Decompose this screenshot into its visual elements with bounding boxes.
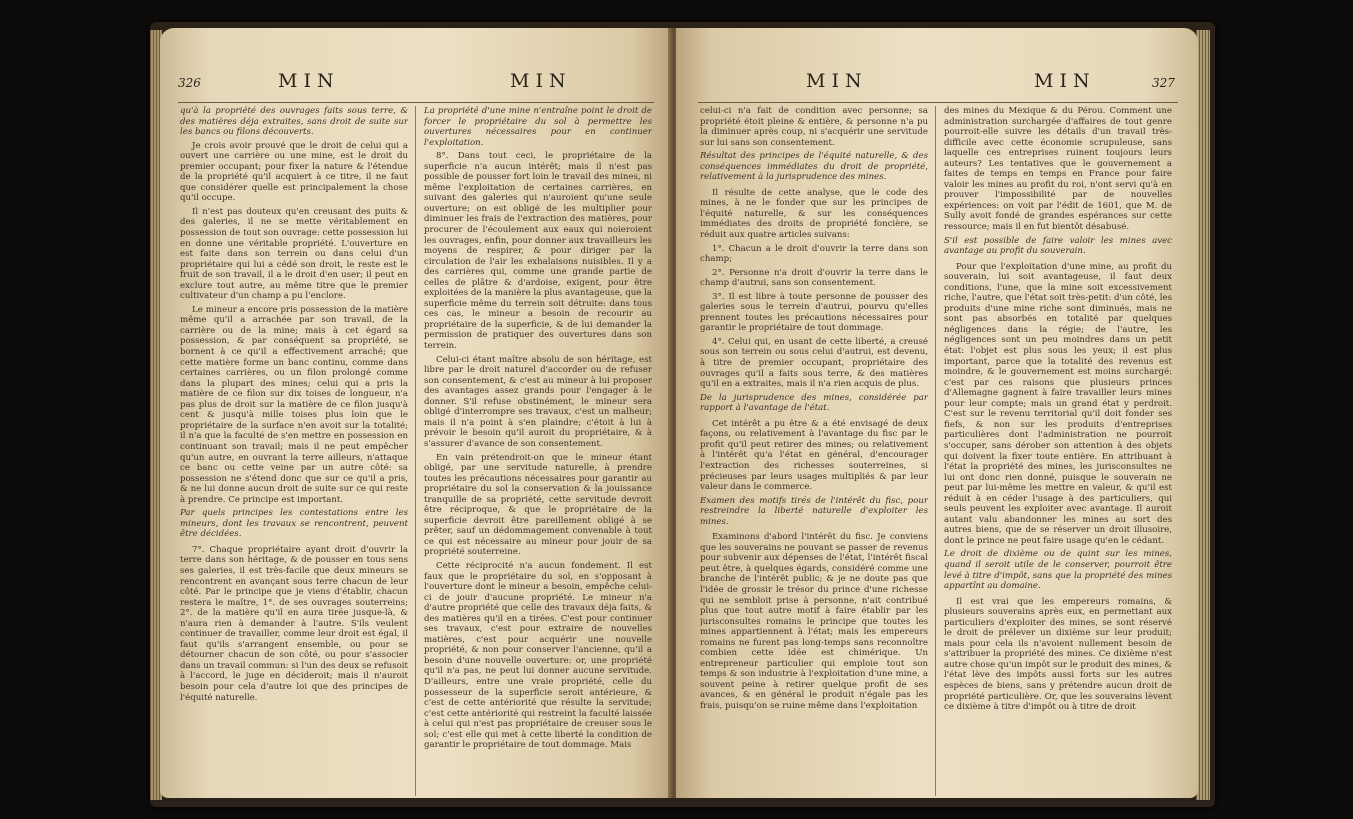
paragraph: Examinons d'abord l'intérêt du fisc. Je conviens que les souverains ne pouvant se passer de revenus pour subvenir aux dépenses de l'état, l'intérêt fiscal peut être, à quelques égards, considéré comme une branche de l'intérêt public; & je ne doute pas que l'idée de grossir le trésor du prince d'une richesse qui ne sembloit prise à personne, n'ait contribué plus que tout autre motif à faire établir par les jurisconsultes romains le principe que toutes les mines appartiennent à l'état; mais les empereurs romains ne furent pas long-temps sans reconnoître combien cette idée est chimérique. Un entrepreneur particulier qui emploie tout son temps & son industrie à l'exploitation d'une mine, a souvent peine à retirer quelque profit de ses avances, & en général le produit n'égale pas les frais, puisqu'on se ruine même dans l'exploitation [700,532,928,711]
left-running-head-2: MIN [510,70,572,92]
paragraph: 8°. Dans tout ceci, le propriétaire de la superficie n'a aucun intérêt; mais il n'est pas possible de pousser fort loin le travail des mines, ni même l'exploitation de certaines carrières, en suivant des galeries qui n'auroient qu'une seule ouverture; on est obligé de les multiplier pour diminuer les frais de l'extraction des matières, pour procurer de l'écoulement aux eaux qui noieroient les ouvrages, enfin, pour donner aux travailleurs les moyens de respirer, & pour diriger par la circulation de l'air les exhalaisons nuisibles. Il y a des carrières qui, comme une grande partie de celles de plâtre & d'ardoise, exigent, pour être exploitées de la manière la plus avantageuse, que la superficie même du terrein soit détruite: dans tous ces cas, le mineur a besoin de recourir au propriétaire de la superficie, & de lui demander la permission de pratiquer des ouvertures dans son terrein. [424,151,652,352]
paragraph: Il résulte de cette analyse, que le code des mines, à ne le fonder que sur les principes de l'équité naturelle, & sur les conséquences immédiates des droits de propriété foncière, se réduit aux quatre articles suivans: [700,187,928,241]
left-page-number: 326 [178,76,201,90]
right-page [676,28,1198,798]
section-heading: Le droit de dixième ou de quint sur les mines, quand il seroit utile de le conserver, pourroit être levé à titre d'impôt, sans que la propriété des mines appartînt au domaine. [944,549,1172,592]
left-column-rule [415,106,416,796]
paragraph: 1°. Chacun a le droit d'ouvrir la terre dans son champ; [700,243,928,265]
paragraph: Celui-ci étant maître absolu de son héritage, est libre par le droit naturel d'accorder ou de refuser son consentement, & c'est au mineur à lui proposer des avantages assez grands pour l'engager à le donner. S'il refuse obstinément, le mineur sera obligé d'interrompre ses travaux, c'est un malheur; mais il n'a point à s'en plaindre; c'étoit à lui à prévoir le besoin qu'il auroit du propriétaire, & à s'assurer d'avance de son consentement. [424,354,652,449]
paragraph: Cette réciprocité n'a aucun fondement. Il est faux que le propriétaire du sol, en s'opposant à l'ouverture dont le mineur a besoin, empêche celui-ci de jouir d'aucune propriété. Le mineur n'a d'autre propriété que celle des travaux déja faits, & des matières qu'il en a tirées. C'est pour continuer ses travaux, c'est pour extraire de nouvelles matières, c'est pour acquérir une nouvelle propriété, & non pour conserver l'ancienne, qu'il a besoin d'une nouvelle ouverture: or, une propriété qu'il n'a pas, ne peut lui donner aucune servitude. D'ailleurs, entre une vraie propriété, celle du possesseur de la superficie seroit antérieure, & c'est de cette antériorité que résulte la servitude; c'est cette antériorité qui restreint la faculté laissée à celui qui n'est pas propriétaire de creuser sous le sol; c'est elle qui met à cette liberté la condition de garantir le propriétaire de tout dommage. Mais [424,560,652,751]
left-page [160,28,672,798]
paragraph: des mines du Mexique & du Pérou. Comment une administration surchargée d'affaires de tout genre pourroit-elle suivre les détails d'un travail très-difficile avec cette économie scrupuleuse, sans laquelle ces entreprises ruinent toujours leurs auteurs? Les tentatives que le gouvernement a faites de temps en temps en France pour faire valoir les mines au profit du roi, n'ont servi qu'à en prouver l'impossibilité par de nouvelles expériences: on voit par l'édit de 1601, que M. de Sully avoit fondé de grandes espérances sur cette ressource; mais il en fut bientôt désabusé. [944,106,1172,233]
section-heading: S'il est possible de faire valoir les mines avec avantage au profit du souverain. [944,235,1172,257]
right-column-2 [944,106,1172,796]
right-column-rule [935,106,936,796]
page-edge-right [1196,30,1210,800]
section-heading: Par quels principes les contestations entre les mineurs, dont les travaux se rencontrent, peuvent être décidées. [180,508,408,540]
left-column-1 [180,106,408,796]
paragraph: Il est vrai que les empereurs romains, & plusieurs souverains après eux, en permettant aux particuliers d'exploiter des mines, se sont réservé le droit de prélever un dixième sur leur produit; mais pour cela ils n'avoient nullement besoin de s'attribuer la propriété des mines. Ce dixième n'est autre chose qu'un impôt sur le produit des mines, & l'état lève des impôts aussi forts sur les autres espèces de biens, sans y prétendre aucun droit de propriété particulière. Or, que les souverains lèvent ce dixième à titre d'impôt ou à titre de droit [944,596,1172,713]
section-heading: Résultat des principes de l'équité naturelle, & des conséquences immédiates du droit de propriété, relativement à la jurisprudence des mines. [700,151,928,183]
paragraph: Je crois avoir prouvé que le droit de celui qui a ouvert une carrière ou une mine, est le droit du premier occupant; pour fixer la nature & l'étendue de la propriété qu'il acquiert à ce titre, il ne faut que considérer quelle est principalement la chose qu'il occupe. [180,140,408,204]
left-header-rule [178,102,654,103]
paragraph: celui-ci n'a fait de condition avec personne; sa propriété étoit pleine & entière, & personne n'a pu la diminuer après coup, ni s'acquérir une servitude sur lui sans son consentement. [700,106,928,148]
paragraph: 3°. Il est libre à toute personne de pousser des galeries sous le terrein d'autrui, pourvu qu'elles prennent toutes les précautions nécessaires pour garantir le propriétaire de tout dommage. [700,291,928,334]
section-heading: De la jurisprudence des mines, considérée par rapport à l'avantage de l'état. [700,392,928,414]
paragraph: qu'à la propriété des ouvrages faits sous terre, & des matières déja extraites, sans droit de suite sur les bancs ou filons découverts. [180,106,408,138]
left-column-2 [424,106,652,796]
paragraph: Cet intérêt a pu être & a été envisagé de deux façons, ou relativement à l'avantage du fisc par le profit qu'il peut retirer des mines; ou relativement à l'intérêt qu'a l'état en général, d'encourager l'extraction des richesses souterreines, si précieuses par leurs usages multipliés & par leur valeur dans le commerce. [700,418,928,493]
section-heading: Examen des motifs tirés de l'intérêt du fisc, pour restreindre la liberté naturelle d'exploiter les mines. [700,495,928,527]
section-heading: La propriété d'une mine n'entraîne point le droit de forcer le propriétaire du sol à permettre les ouvertures nécessaires pour en continuer l'exploitation. [424,106,652,148]
right-column-1 [700,106,928,796]
paragraph: 4°. Celui qui, en usant de cette liberté, a creusé sous son terrein ou sous celui d'autrui, est devenu, à titre de premier occupant, propriétaire des ouvrages qu'il a faits sous terre, & des matières qu'il en a extraites, mais il n'a rien acquis de plus. [700,336,928,390]
paragraph: 7°. Chaque propriétaire ayant droit d'ouvrir la terre dans son héritage, & de pousser en tous sens ses galeries, il est très-facile que deux mineurs se rencontrent en avançant sous terre chacun de leur côté. Par le principe que je viens d'établir, chacun restera le maître, 1°. de ses ouvrages souterreins; 2°. de la matière qu'il en aura tirée jusque-là, & n'aura rien à demander à l'autre. S'ils veulent continuer de travailler, comme leur droit est égal, il faut qu'ils s'arrangent ensemble, ou pour se détourner chacun de son côté, ou pour s'associer dans un travail commun: si l'un des deux se refusoit à l'accord, le juge en décideroit; mais il n'auroit besoin pour cela d'autre loi que des principes de l'équité naturelle. [180,544,408,703]
right-page-number: 327 [1152,76,1175,90]
paragraph: Il n'est pas douteux qu'en creusant des puits & des galeries, il ne se mette véritablement en possession de tout son ouvrage: cette possession lui en donne une véritable propriété. L'ouverture en est faite dans son terrein ou dans celui d'un propriétaire qui lui a cédé son droit, le reste est le fruit de son travail, il a le droit d'en user; il peut en exclure tout autre, au même titre que le premier cultivateur d'un champ a pu l'enclore. [180,206,408,302]
paragraph: En vain prétendroit-on que le mineur étant obligé, par une servitude naturelle, à prendre toutes les précautions nécessaires pour garantir au propriétaire du sol la conservation & la jouissance tranquille de sa propriété, cette servitude devroit être réciproque, & que le propriétaire de la superficie devroit être pareillement obligé à se prêter, sauf un dédommagement convenable à tout ce qui est nécessaire au mineur pour jouir de sa propriété souterreine. [424,452,652,558]
right-header-rule [698,102,1178,103]
right-running-head-1: MIN [806,70,868,92]
paragraph: 2°. Personne n'a droit d'ouvrir la terre dans le champ d'autrui, sans son consentement. [700,267,928,289]
left-running-head-1: MIN [278,70,340,92]
right-running-head-2: MIN [1034,70,1096,92]
paragraph: Le mineur a encore pris possession de la matière même qu'il a arrachée par son travail, de la carrière ou de la mine; mais à cet égard sa possession, & par conséquent sa propriété, se bornent à ce qu'il a effectivement arraché; que cette matière forme un banc continu, comme dans certaines carrières, ou un filon prolongé comme dans la plupart des mines; celui qui a pris la matière de ce filon sur dix toises de longueur, n'a pas plus de droit sur la matière de ce filon jusqu'à cent & jusqu'à mille toises plus loin que le propriétaire de la surface n'en avoit sur la totalité; il n'a que la faculté de s'en mettre en possession en continuant son travail; mais il ne peut empêcher qu'un autre, en ouvrant la terre ailleurs, n'attaque ce banc ou cette veine par un autre côté: sa possession ne s'étend donc que sur ce qu'il a pris, & ne lui donne aucun droit de suite sur ce qui reste à prendre. Ce principe est important. [180,304,408,505]
paragraph: Pour que l'exploitation d'une mine, au profit du souverain, lui soit avantageuse, il faut deux conditions, l'une, que la mine soit excessivement riche, l'autre, que l'état soit très-petit: d'un côté, les produits d'une mine riche sont diminués, mais ne sont pas absorbés en totalité par quelques négligences dans la régie; de l'autre, les négligences sont un peu moindres dans un petit état: l'objet est plus sous les yeux; il est plus important, parce que la totalité des revenus est moindre, & le gouvernement est moins surchargé: c'est par ces raisons que plusieurs princes d'Allemagne gagnent à faire travailler leurs mines pour leur compte; mais un grand état y perdroit. C'est sur le revenu territorial qu'il doit fonder ses fiefs, & non sur les produits d'entreprises particulières dont l'administration ne pourroit s'occuper, sans dérober son attention à des objets qui doivent la fixer toute entière. En attribuant à l'état la propriété des mines, les jurisconsultes ne lui ont donc rien donné, puisque le souverain ne peut par lui-même les mettre en valeur, & qu'il est réduit à en céder l'usage à des particuliers, qui seuls peuvent les exploiter avec avantage. Il auroit autant valu abandonner les mines au sort des autres biens, que de se réserver un droit illusoire, dont le prince ne peut faire usage qu'en le cédant. [944,261,1172,546]
